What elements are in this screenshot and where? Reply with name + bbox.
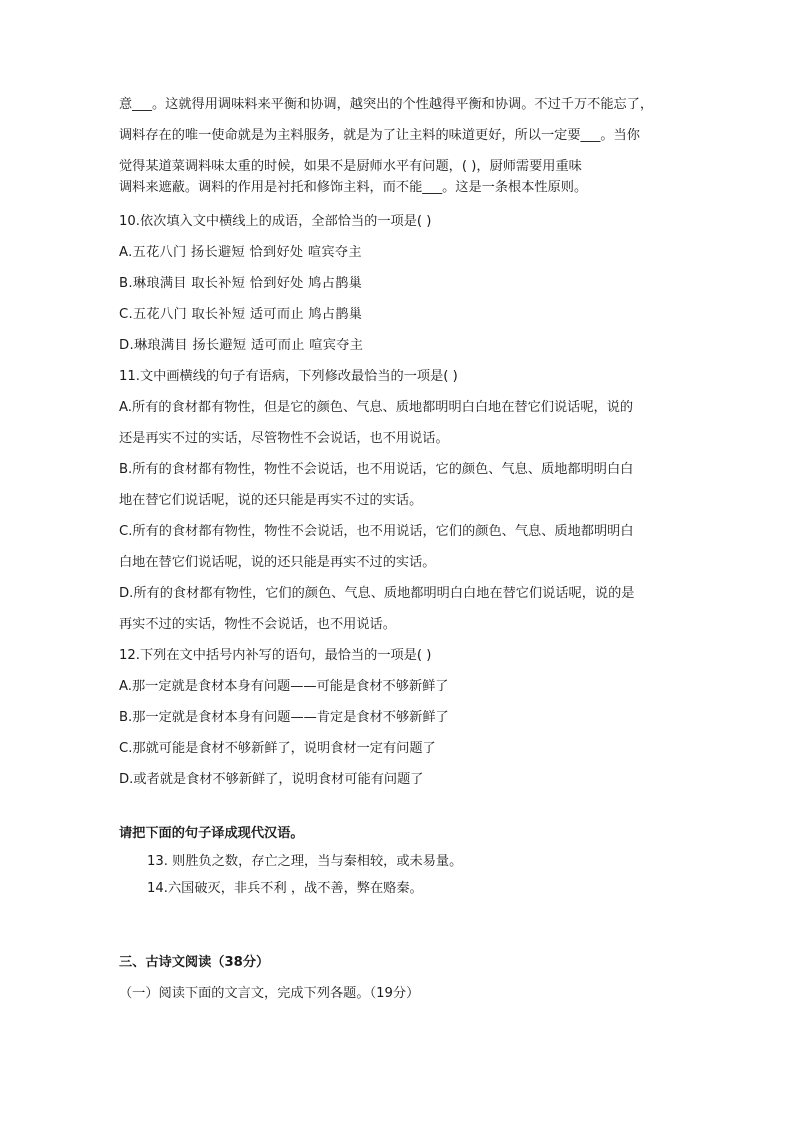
passage-line-1: 意___。这就得用调味料来平衡和协调，越突出的个性越得平衡和协调。不过千万不能忘了， [119,97,654,112]
question-10-option-a: A.五花八门 扬长避短 恰到好处 喧宾夺主 [119,245,362,260]
question-13: 13. 则胜负之数，存亡之理，当与秦相较，或未易量。 [147,854,463,869]
question-12-option-c: C.那就可能是食材不够新鲜了，说明食材一定有问题了 [119,741,436,756]
question-10-option-d: D.琳琅满目 扬长避短 适可而止 喧宾夺主 [119,338,364,353]
section-3-heading: 三、古诗文阅读（38分） [119,955,270,970]
question-10-stem: 10.依次填入文中横线上的成语，全部恰当的一项是( ) [119,214,432,229]
question-11-stem: 11.文中画横线的句子有语病，下列修改最恰当的一项是( ) [119,369,458,384]
question-12-option-d: D.或者就是食材不够新鲜了，说明食材可能有问题了 [119,772,424,787]
question-11-option-a-line-1: A.所有的食材都有物性，但是它的颜色、气息、质地都明明白白地在替它们说话呢，说的 [119,400,634,415]
section-3-subheading: （一）阅读下面的文言文，完成下列各题。（19分） [119,986,420,1001]
question-11-option-d-line-1: D.所有的食材都有物性，它们的颜色、气息、质地都明明白白地在替它们说话呢，说的是 [119,586,635,601]
translation-heading: 请把下面的句子译成现代汉语。 [119,826,304,841]
question-14: 14.六国破灭，非兵不利 ，战不善，弊在赂秦。 [147,881,423,896]
question-12-option-a: A.那一定就是食材本身有问题——可能是食材不够新鲜了 [119,679,449,694]
question-11-option-c-line-1: C.所有的食材都有物性，物性不会说话，也不用说话，它们的颜色、气息、质地都明明白 [119,524,634,539]
question-11-option-b-line-2: 地在替它们说话呢，说的还只能是再实不过的实话。 [119,493,423,508]
question-10-option-b: B.琳琅满目 取长补短 恰到好处 鸠占鹊巢 [119,276,363,291]
question-12-stem: 12.下列在文中括号内补写的语句，最恰当的一项是( ) [119,648,432,663]
question-10-option-c: C.五花八门 取长补短 适可而止 鸠占鹊巢 [119,307,363,322]
question-11-option-c-line-2: 白地在替它们说话呢，说的还只能是再实不过的实话。 [119,555,436,570]
question-12-option-b: B.那一定就是食材本身有问题——肯定是食材不够新鲜了 [119,710,449,725]
passage-line-3: 觉得某道菜调料味太重的时候，如果不是厨师水平有问题，( )，厨师需要用重味 [119,159,582,174]
passage-line-2: 调料存在的唯一使命就是为主料服务，就是为了让主料的味道更好，所以一定要___。当你 [119,128,640,143]
question-11-option-b-line-1: B.所有的食材都有物性，物性不会说话，也不用说话，它的颜色、气息、质地都明明白白 [119,462,634,477]
passage-line-4: 调料来遮蔽。调料的作用是衬托和修饰主料，而不能___。这是一条根本性原则。 [119,180,588,195]
question-11-option-d-line-2: 再实不过的实话，物性不会说话，也不用说话。 [119,617,396,632]
question-11-option-a-line-2: 还是再实不过的实话，尽管物性不会说话，也不用说话。 [119,431,449,446]
